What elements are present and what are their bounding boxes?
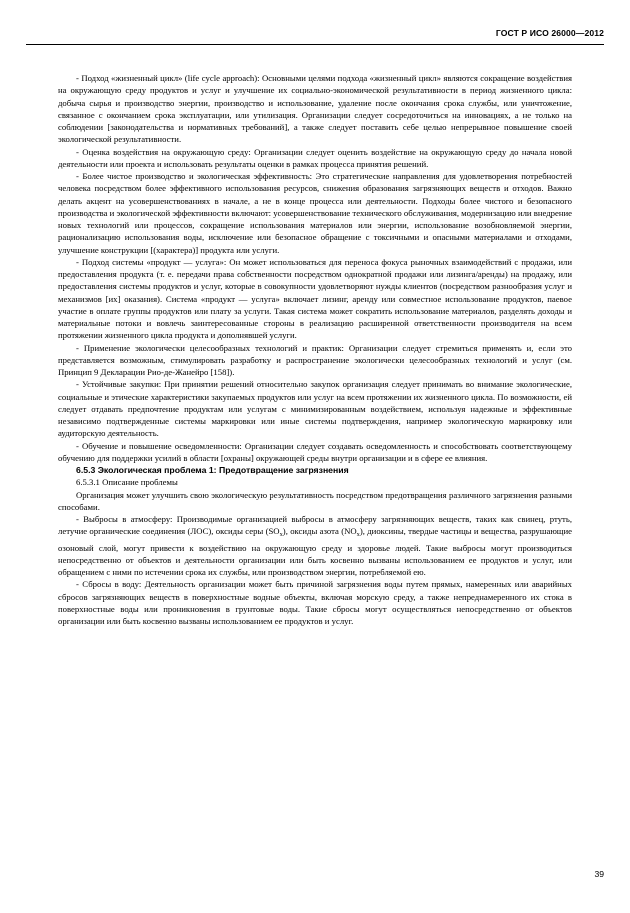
paragraph-life-cycle-approach: - Подход «жизненный цикл» (life cycle approach): Основными целями подхода «жизненный цикл» являются сокращение воздействия на окружающую среду продуктов и услуг и улучшение их социально-экономической результативности в период жизненного цикла: добыча сырья и производство энергии, производство и использование, удаление после окончания срока службы, или уничтожение, связанное с окончанием срока эксплуатации, или утилизация. Организации следует сосредоточиться на инновациях, а не только на соблюдении [законодательства и нормативных требований], а также следует поставить себе целью непрерывное повышение своей экологической результативности. xyxy=(58,73,572,145)
header-divider xyxy=(26,44,604,45)
paragraph-problem-description: Организация может улучшить свою экологическую результативность посредством предотвращения различного загрязнения разными способами. xyxy=(58,489,572,512)
page-content xyxy=(58,72,572,627)
paragraph-product-service-system: - Подход системы «продукт — услуга»: Он может использоваться для переноса фокуса рыночных взаимодействий с продажи, или предоставления продукта (т. е. передачи права собственности посредством однократной продажи или лизинга/аренды) на продажу, или предоставления системы продуктов и услуг, которые в совокупности удовлетворяют нужды клиентов (посредством разнообразия услуг и механизмов [их] оказания). Система «продукт — услуга» включает лизинг, аренду или совместное использование продуктов, паевое участие в оплате группы продуктов или плату за услуги. Такая система может сократить использование материалов, разделять доходы и материальные потоки и вовлечь заинтересованные стороны в реализацию расширенной ответственности производителя на всем протяжении жизненного цикла продукта и дополнявшей услуги. xyxy=(58,256,572,341)
nox-subscript: x xyxy=(356,531,360,539)
page-number: 39 xyxy=(594,869,604,879)
paragraph-sound-technologies: - Применение экологически целесообразных технологий и практик: Организации следует стремиться применять и, если это представляется возможным, стимулировать разработку и распространение экологически целесообразных технологий и услуг (см. Принцип 9 Декларации Рио-де-Жанейро [158]). xyxy=(58,342,572,377)
sox-subscript: x xyxy=(279,531,283,539)
paragraph-impact-assessment: - Оценка воздействия на окружающую среду: Организации следует оценить воздействие на окружающую среду до начала новой деятельности или проекта и использовать результаты оценки в рамках процесса принятия решений. xyxy=(58,146,572,169)
air-emissions-text-1: - Выбросы в атмосферу: Производимые организацией выбросы в атмосферу загрязняющих веществ, таких как свинец, ртуть, летучие органические соединения (ЛОС), оксиды серы (SO xyxy=(58,514,572,537)
section-heading-6-5-3: 6.5.3 Экологическая проблема 1: Предотвращение загрязнения xyxy=(76,465,349,475)
paragraph-sustainable-procurement: - Устойчивые закупки: При принятии решений относительно закупок организация следует принимать во внимание экологические, социальные и этические характеристики закупаемых продуктов или услуг на всем протяжении их жизненного цикла. По возможности, ей следует отдавать предпочтение продуктам или услугам с минимизированным воздействием, используя надежные и эффективные независимо подтвержденные системы маркировки или иные системы подтверждения, например экологическую маркировку или аудиторскую деятельность. xyxy=(58,379,572,439)
section-subheading-6-5-3-1: 6.5.3.1 Описание проблемы xyxy=(76,477,178,488)
paragraph-cleaner-production: - Более чистое производство и экологическая эффективность: Это стратегические направления для удовлетворения потребностей человека посредством более эффективного использования ресурсов, снижения образования загрязняющих веществ и отходов. Важно делать акцент на усовершенствованиях в начале, а не в конце процесса или деятельности. Подходы более чистого и безопасного производства и экологической эффективности включают: усовершенствование технического обслуживания, модернизацию или внедрение новых технологий или процессов, сокращение использования материалов или энергии, использование возобновляемой энергии, рационализацию использования воды, исключение или безопасное обращение с токсичными и опасными материалами и отходами, улучшение конструкции [(характера)] продукта или услуги. xyxy=(58,171,573,255)
paragraph-water-discharges: - Сбросы в воду: Деятельность организации может быть причиной загрязнения воды путем прямых, намеренных или аварийных сбросов загрязняющих веществ в поверхностные водные объекты, включая морскую среду, а также непреднамеренного их стока в поверхностные воды или проникновения в грунтовые воды. Такие сбросы могут осуществляться непосредственно от объектов организации или быть косвенно вызваны использованием ее продуктов и услуг. xyxy=(58,579,572,626)
air-emissions-text-3: ), диоксины, твердые частицы и вещества, разрушающие озоновый слой, могут привести к воздействию на окружающую среду и здоровье людей. Такие выбросы могут производиться непосредственно от объектов и деятельности организации или быть косвенно вызваны использованием ее продуктов и услуг, или обращением с ними по истечении срока их службы, или производством энергии, потребляемой ею. xyxy=(58,526,573,577)
air-emissions-text-2: ), оксиды азота (NO xyxy=(282,526,357,537)
paragraph-air-emissions xyxy=(58,513,572,578)
page-header: ГОСТ Р ИСО 26000—2012 xyxy=(495,28,604,38)
paragraph-education-awareness: - Обучение и повышение осведомленности: Организации следует создавать осведомленность и способствовать соответствующему обучению для поддержки усилий в области [охраны] окружающей среды внутри организации и в сфере ее влияния. xyxy=(58,440,572,463)
